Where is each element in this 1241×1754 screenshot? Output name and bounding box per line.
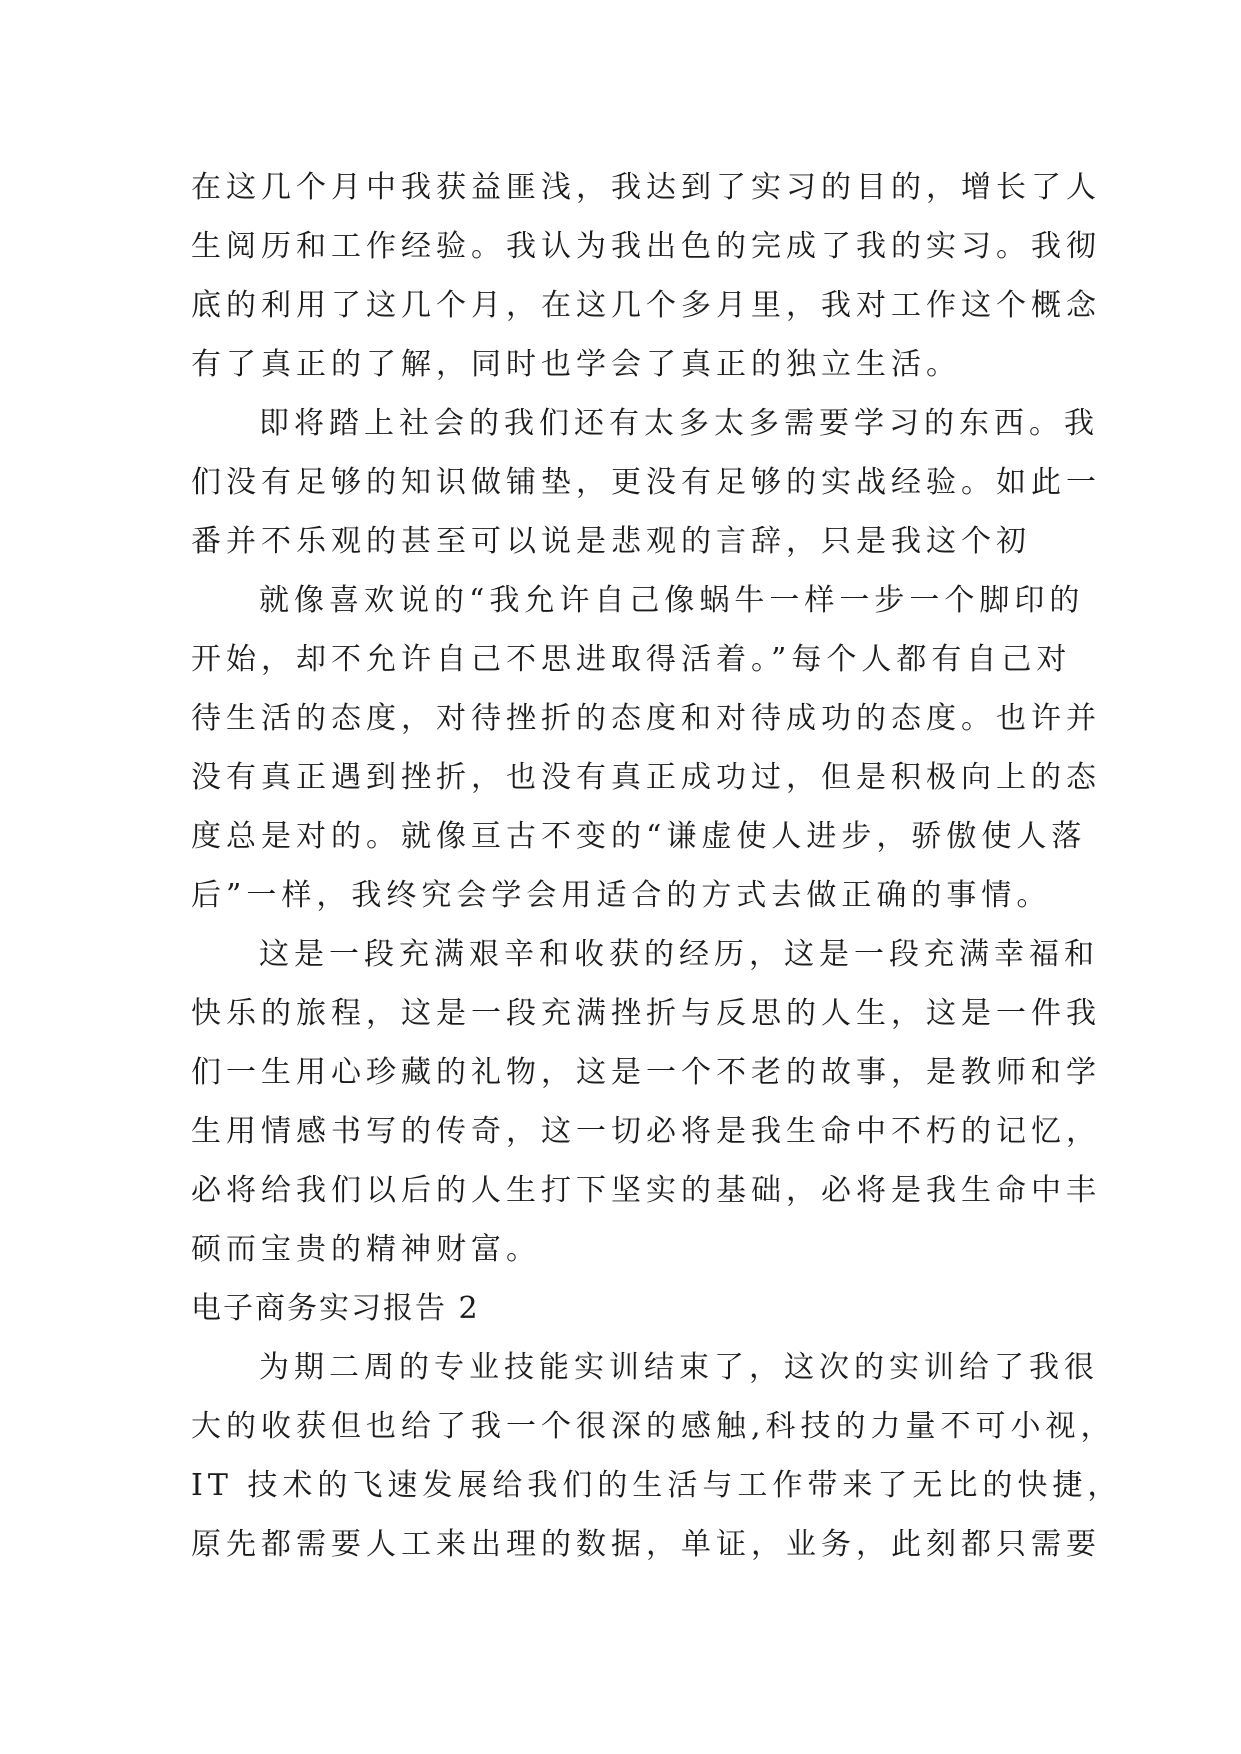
text-line: 生阅历和工作经验。我认为我出色的完成了我的实习。我彻 <box>191 229 1101 264</box>
text-line: IT 技术的飞速发展给我们的生活与工作带来了无比的快捷， <box>191 1468 1123 1503</box>
text-line: 大的收获但也给了我一个很深的感触,科技的力量不可小视， <box>191 1409 1116 1444</box>
text-line: 后”一样，我终究会学会用适合的方式去做正确的事情。 <box>191 878 1052 913</box>
text-line: 番并不乐观的甚至可以说是悲观的言辞，只是我这个初 <box>191 524 1031 559</box>
text-line: 原先都需要人工来出理的数据，单证，业务，此刻都只需要 <box>191 1527 1101 1562</box>
text-line: 在这几个月中我获益匪浅，我达到了实习的目的，增长了人 <box>191 170 1101 205</box>
text-line: 们没有足够的知识做铺垫，更没有足够的实战经验。如此一 <box>191 465 1101 500</box>
text-line: 没有真正遇到挫折，也没有真正成功过，但是积极向上的态 <box>191 760 1101 795</box>
text-line: 硕而宝贵的精神财富。 <box>191 1232 541 1267</box>
text-line: 必将给我们以后的人生打下坚实的基础，必将是我生命中丰 <box>191 1173 1101 1208</box>
text-line: 生用情感书写的传奇，这一切必将是我生命中不朽的记忆， <box>191 1114 1101 1149</box>
paragraph-2 <box>191 394 1101 571</box>
section-heading: 电子商务实习报告 2 <box>191 1291 480 1326</box>
text-line: 有了真正的了解，同时也学会了真正的独立生活。 <box>191 347 961 382</box>
paragraph-1 <box>191 158 1101 394</box>
text-line: 即将踏上社会的我们还有太多太多需要学习的东西。我 <box>259 406 1099 441</box>
text-line: 快乐的旅程，这是一段充满挫折与反思的人生，这是一件我 <box>191 996 1101 1031</box>
text-line: 底的利用了这几个月，在这几个多月里，我对工作这个概念 <box>191 288 1101 323</box>
text-line: 待生活的态度，对待挫折的态度和对待成功的态度。也许并 <box>191 701 1101 736</box>
paragraph-5 <box>191 1338 1123 1574</box>
text-line: 就像喜欢说的“我允许自己像蜗牛一样一步一个脚印的 <box>259 583 1085 618</box>
paragraph-3 <box>191 571 1101 925</box>
paragraph-4 <box>191 925 1101 1279</box>
text-line: 为期二周的专业技能实训结束了，这次的实训给了我很 <box>259 1350 1099 1385</box>
text-line: 度总是对的。就像亘古不变的“谦虚使人进步，骄傲使人落 <box>191 819 1087 854</box>
text-line: 这是一段充满艰辛和收获的经历，这是一段充满幸福和 <box>259 937 1099 972</box>
text-line: 开始，却不允许自己不思进取得活着。”每个人都有自己对 <box>191 642 1072 677</box>
document-body <box>191 158 1123 1574</box>
text-line: 们一生用心珍藏的礼物，这是一个不老的故事，是教师和学 <box>191 1055 1101 1090</box>
